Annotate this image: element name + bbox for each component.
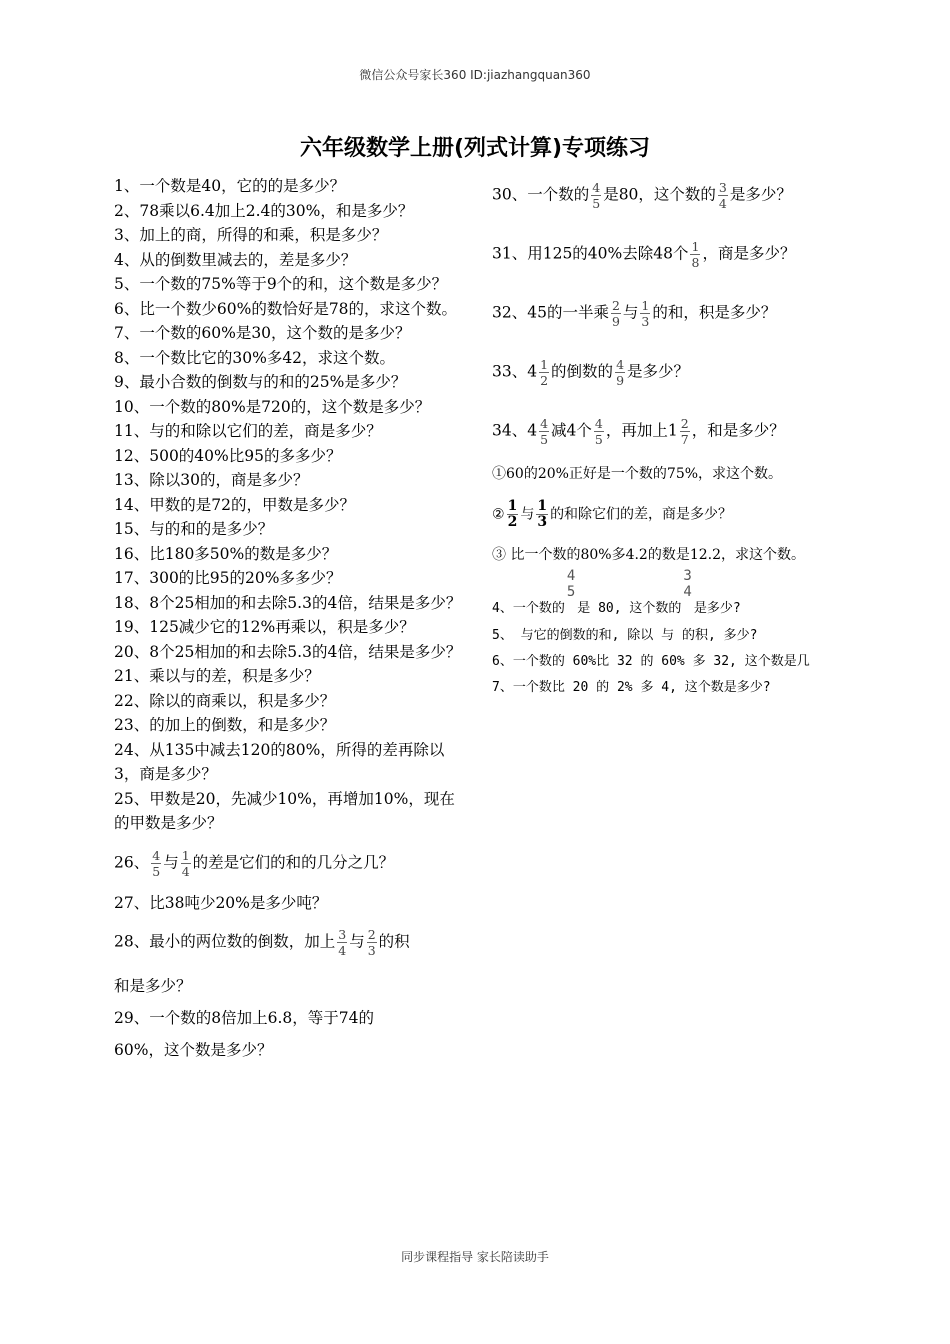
question-28 bbox=[114, 927, 464, 958]
q34-middle-1: 减4个 bbox=[551, 421, 592, 440]
question-31 bbox=[492, 239, 852, 270]
c2-and: 与 bbox=[520, 506, 535, 523]
q33-suffix: 是多少？ bbox=[627, 362, 690, 381]
question-27: 27、比38吨少20%是多少吨？ bbox=[114, 893, 328, 912]
fraction-q30b bbox=[718, 180, 728, 211]
denominator: 3 bbox=[641, 314, 650, 329]
denominator: 5 bbox=[594, 432, 603, 447]
question-30 bbox=[492, 180, 852, 211]
q34-prefix: 34、4 bbox=[492, 421, 538, 440]
question-5: 5、一个数的75%等于9个的和，这个数是多少？ bbox=[114, 275, 448, 293]
question-34 bbox=[492, 416, 852, 447]
extra-question-4 bbox=[492, 568, 852, 622]
numerator: 1 bbox=[641, 298, 650, 313]
d4-prefix: 4、一个数的 bbox=[492, 601, 565, 616]
question-28-tail: 和是多少？ bbox=[114, 977, 192, 995]
question-20: 20、8个25相加的和去除5.3的4倍，结果是多少？ bbox=[114, 642, 462, 661]
question-3: 3、加上的商，所得的和乘，积是多少？ bbox=[114, 226, 388, 244]
denominator: 5 bbox=[566, 584, 576, 600]
q28-and: 与 bbox=[349, 932, 365, 951]
q34-middle-2: ，再加上1 bbox=[605, 421, 678, 440]
numerator: 3 bbox=[718, 180, 727, 195]
d4-suffix: 是多少? bbox=[693, 601, 741, 616]
denominator: 7 bbox=[680, 432, 689, 447]
circled-question-1: ①60的20%正好是一个数的75%，求这个数。 bbox=[492, 466, 783, 482]
page-footer: 同步课程指导 家长陪读助手 bbox=[401, 1250, 549, 1264]
fraction-q30a bbox=[591, 180, 601, 211]
denominator: 3 bbox=[537, 514, 548, 530]
denominator: 4 bbox=[181, 863, 190, 879]
right-column bbox=[492, 180, 852, 702]
circled-question-2 bbox=[492, 499, 852, 530]
numerator: 1 bbox=[691, 239, 700, 254]
q30-suffix: 是多少？ bbox=[729, 185, 792, 204]
denominator: 4 bbox=[718, 196, 727, 211]
question-23: 23、的加上的倒数，和是多少？ bbox=[114, 716, 336, 734]
question-1: 1、一个数是40，它的的是多少？ bbox=[114, 177, 346, 195]
question-13: 13、除以30的，商是多少？ bbox=[114, 471, 309, 489]
denominator: 8 bbox=[691, 255, 700, 270]
fraction-q31 bbox=[690, 239, 700, 270]
c2-prefix: ② bbox=[492, 506, 505, 523]
d4-middle: 是 80, 这个数的 bbox=[577, 601, 682, 616]
numerator: 2 bbox=[367, 927, 376, 942]
q30-middle: 是80，这个数的 bbox=[603, 185, 716, 204]
q32-and: 与 bbox=[622, 303, 639, 322]
fraction-q28a bbox=[337, 927, 347, 958]
numerator: 3 bbox=[338, 927, 347, 942]
denominator: 2 bbox=[540, 373, 549, 388]
denominator: 5 bbox=[152, 863, 161, 879]
left-column bbox=[114, 174, 464, 1066]
q31-suffix: ，商是多少？ bbox=[702, 244, 796, 263]
question-2: 2、78乘以6.4加上2.4的30%，和是多少？ bbox=[114, 201, 414, 220]
question-16: 16、比180多50%的数是多少？ bbox=[114, 544, 338, 563]
fraction-q26b bbox=[181, 848, 191, 879]
q26-suffix: 的差是它们的和的几分之几？ bbox=[192, 853, 395, 871]
fraction-q33b bbox=[615, 357, 625, 388]
question-9: 9、最小合数的倒数与的和的25%是多少？ bbox=[114, 373, 407, 391]
denominator: 9 bbox=[616, 373, 625, 388]
q34-suffix: ，和是多少？ bbox=[691, 421, 785, 440]
question-26 bbox=[114, 848, 464, 879]
fraction-q28b bbox=[367, 927, 377, 958]
question-22: 22、除以的商乘以，积是多少？ bbox=[114, 691, 336, 710]
fraction-q32b bbox=[640, 298, 650, 329]
fraction-d4b bbox=[683, 568, 692, 622]
question-29-line-2: 60%，这个数是多少？ bbox=[114, 1041, 273, 1059]
q31-prefix: 31、用125的40%去除48个 bbox=[492, 244, 689, 263]
page-title: 六年级数学上册(列式计算)专项练习 bbox=[299, 136, 651, 161]
question-33 bbox=[492, 357, 852, 388]
denominator: 5 bbox=[592, 196, 601, 211]
circled-question-3: ③ 比一个数的80%多4.2的数是12.2，求这个数。 bbox=[492, 547, 806, 563]
question-21: 21、乘以与的差，积是多少？ bbox=[114, 667, 320, 685]
c2-suffix: 的和除它们的差，商是多少？ bbox=[550, 506, 733, 523]
numerator: 4 bbox=[566, 568, 576, 584]
fraction-q34a bbox=[539, 416, 549, 447]
numerator: 1 bbox=[537, 498, 548, 514]
question-18: 18、8个25相加的和去除5.3的4倍，结果是多少？ bbox=[114, 593, 462, 612]
numerator: 2 bbox=[611, 298, 620, 313]
denominator: 2 bbox=[507, 514, 518, 530]
numerator: 4 bbox=[616, 357, 625, 372]
fraction-q33a bbox=[539, 357, 549, 388]
denominator: 5 bbox=[540, 432, 549, 447]
fraction-q34b bbox=[594, 416, 604, 447]
page-header: 微信公众号家长360 ID:jiazhangquan360 bbox=[359, 68, 591, 82]
numerator: 1 bbox=[507, 498, 518, 514]
question-12: 12、500的40%比95的多多少？ bbox=[114, 446, 342, 465]
fraction-q26a bbox=[151, 848, 161, 879]
q26-prefix: 26、 bbox=[114, 853, 150, 871]
question-14: 14、甲数的是72的，甲数是多少？ bbox=[114, 495, 355, 514]
numerator: 4 bbox=[152, 847, 161, 863]
numerator: 1 bbox=[181, 847, 190, 863]
denominator: 4 bbox=[338, 943, 347, 958]
numerator: 4 bbox=[594, 416, 603, 431]
question-17: 17、300的比95的20%多多少？ bbox=[114, 569, 342, 587]
q30-prefix: 30、一个数的 bbox=[492, 185, 590, 204]
fraction-d4a bbox=[566, 568, 576, 622]
fraction-q34c bbox=[680, 416, 690, 447]
numerator: 3 bbox=[683, 568, 692, 584]
numerator: 1 bbox=[540, 357, 549, 372]
question-29-line-1: 29、一个数的8倍加上6.8，等于74的 bbox=[114, 1009, 374, 1027]
question-7: 7、一个数的60%是30，这个数的是多少？ bbox=[114, 324, 411, 342]
question-32 bbox=[492, 298, 852, 329]
denominator: 9 bbox=[611, 314, 620, 329]
extra-question-5: 5、 与它的倒数的和, 除以 与 的积, 多少? bbox=[492, 628, 758, 643]
q28-suffix: 的积 bbox=[378, 932, 410, 951]
q32-suffix: 的和，积是多少？ bbox=[652, 303, 777, 322]
question-6: 6、比一个数少60%的数恰好是78的，求这个数。 bbox=[114, 299, 458, 318]
extra-question-7: 7、一个数比 20 的 2% 多 4, 这个数是多少? bbox=[492, 680, 771, 695]
numerator: 4 bbox=[592, 180, 601, 195]
denominator: 3 bbox=[367, 943, 376, 958]
question-10: 10、一个数的80%是720的，这个数是多少？ bbox=[114, 397, 431, 416]
question-4: 4、从的倒数里减去的，差是多少？ bbox=[114, 250, 357, 269]
question-8: 8、一个数比它的30%多42，求这个数。 bbox=[114, 348, 396, 367]
numerator: 2 bbox=[680, 416, 689, 431]
extra-question-6: 6、一个数的 60%比 32 的 60% 多 32, 这个数是几 bbox=[492, 654, 810, 669]
fraction-c2b bbox=[536, 499, 548, 530]
question-11: 11、与的和除以它们的差，商是多少？ bbox=[114, 422, 382, 440]
numerator: 4 bbox=[540, 416, 549, 431]
q33-middle: 的倒数的 bbox=[551, 362, 614, 381]
question-15: 15、与的和的是多少？ bbox=[114, 520, 274, 538]
question-25: 25、甲数是20，先减少10%，再增加10%，现在的甲数是多少？ bbox=[114, 789, 455, 832]
question-24: 24、从135中减去120的80%，所得的差再除以3，商是多少？ bbox=[114, 740, 445, 783]
q26-and: 与 bbox=[163, 853, 179, 871]
q33-prefix: 33、4 bbox=[492, 362, 538, 381]
denominator: 4 bbox=[683, 584, 692, 600]
q32-prefix: 32、45的一半乘 bbox=[492, 303, 609, 322]
fraction-q32a bbox=[611, 298, 621, 329]
q28-prefix: 28、最小的两位数的倒数，加上 bbox=[114, 932, 336, 951]
fraction-c2a bbox=[507, 499, 519, 530]
question-19: 19、125减少它的12%再乘以，积是多少？ bbox=[114, 618, 415, 636]
